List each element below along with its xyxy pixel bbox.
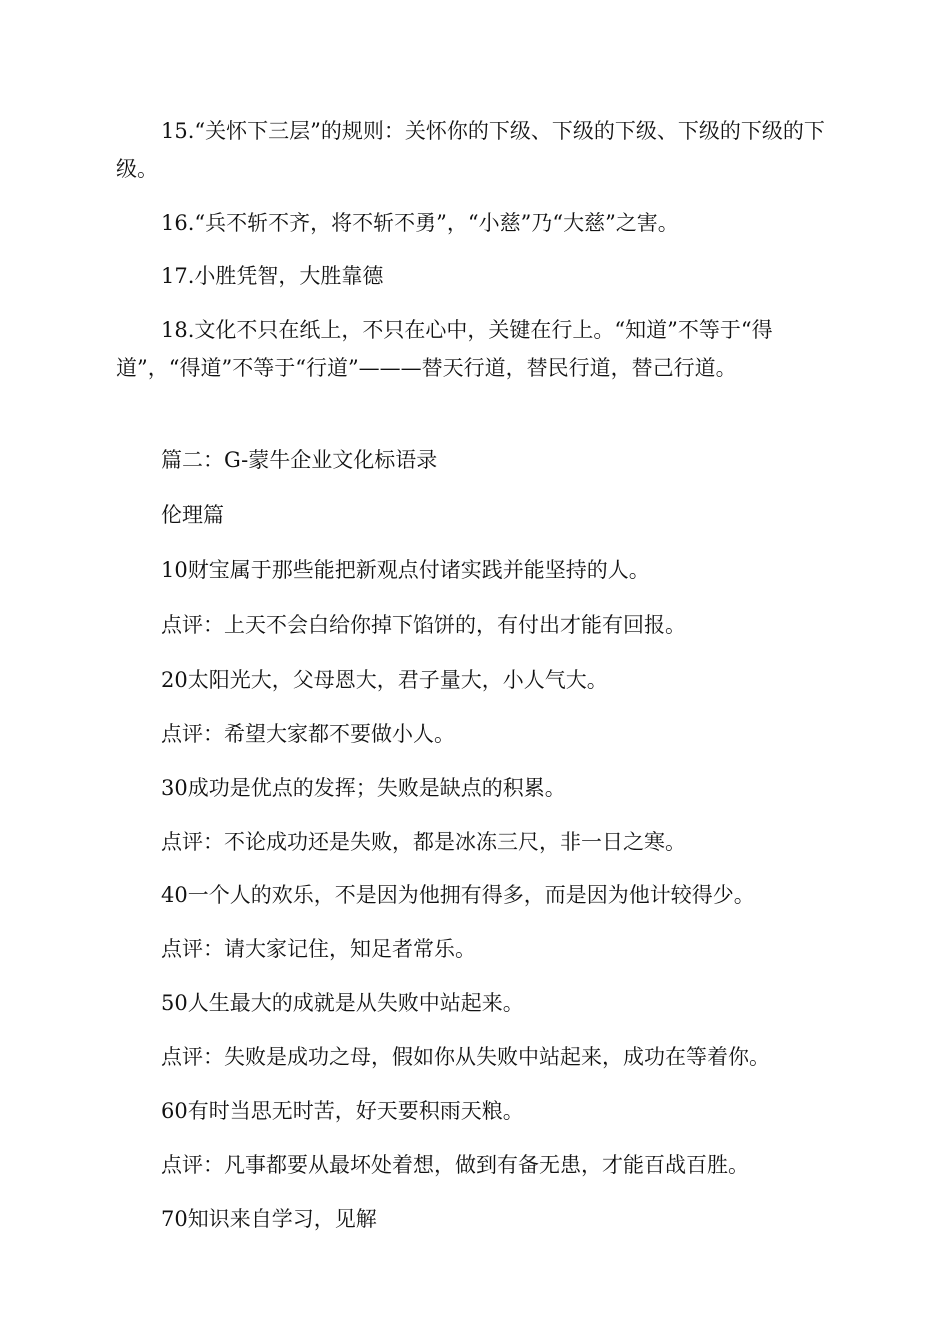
comment-item: 点评：希望大家都不要做小人。 [161,722,455,746]
comment-item: 点评：不论成功还是失败，都是冰冻三尺，非一日之寒。 [161,830,686,854]
section-heading: 篇二：G-蒙牛企业文化标语录 [161,448,438,472]
paragraph-18: 18.文化不只在纸上，不只在心中，关键在行上。“知道”不等于“得道”，“得道”不等于“行道”———替天行道，替民行道，替己行道。 [116,318,773,380]
quote-item: 10财宝属于那些能把新观点付诸实践并能坚持的人。 [161,558,650,582]
subsection-heading: 伦理篇 [161,503,224,527]
comment-item: 点评：上天不会白给你掉下馅饼的，有付出才能有回报。 [161,613,686,637]
paragraph-15: 15.“关怀下三层”的规则：关怀你的下级、下级的下级、下级的下级的下级。 [116,119,825,181]
quote-item: 20太阳光大，父母恩大，君子量大，小人气大。 [161,668,608,692]
quote-item: 50人生最大的成就是从失败中站起来。 [161,991,524,1015]
comment-item: 点评：失败是成功之母，假如你从失败中站起来，成功在等着你。 [161,1045,770,1069]
paragraph-17: 17.小胜凭智，大胜靠德 [161,264,384,288]
quote-item: 40一个人的欢乐，不是因为他拥有得多，而是因为他计较得少。 [161,883,755,907]
comment-item: 点评：请大家记住，知足者常乐。 [161,937,476,961]
quote-item: 70知识来自学习，见解 [161,1207,377,1231]
comment-item: 点评：凡事都要从最坏处着想，做到有备无患，才能百战百胜。 [161,1153,749,1177]
quote-item: 30成功是优点的发挥；失败是缺点的积累。 [161,776,566,800]
quote-item: 60有时当思无时苦，好天要积雨天粮。 [161,1099,524,1123]
paragraph-16: 16.“兵不斩不齐，将不斩不勇”，“小慈”乃“大慈”之害。 [161,211,679,235]
